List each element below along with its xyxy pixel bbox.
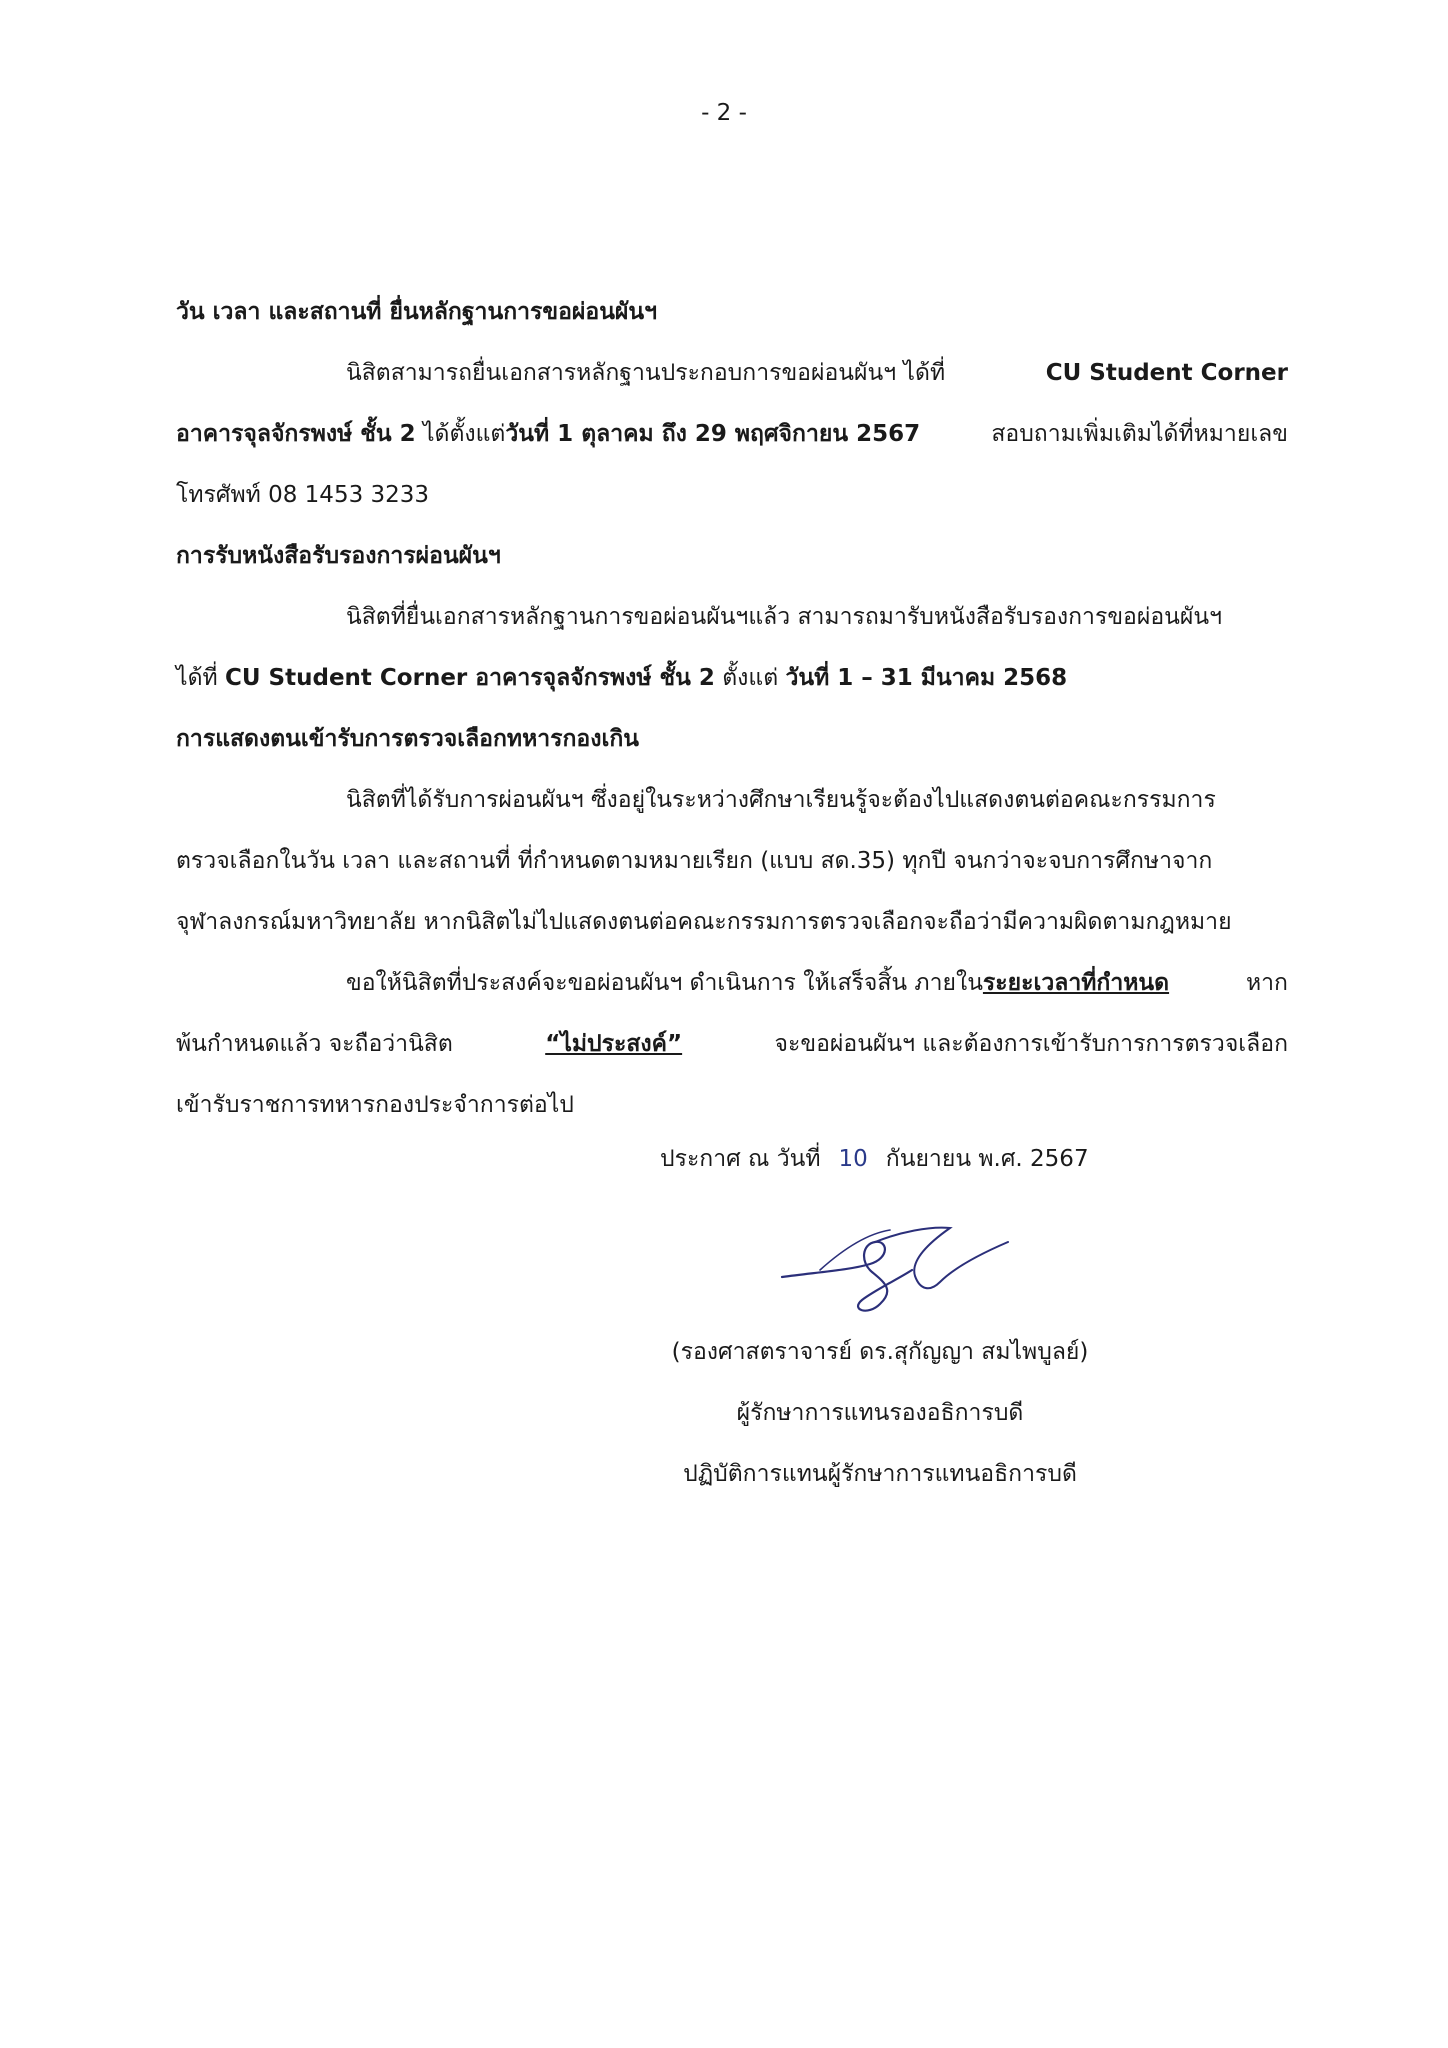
text-run: ตั้งแต่	[722, 665, 779, 691]
location-text: CU Student Corner	[1045, 360, 1288, 386]
location-text: อาคารจุลจักรพงษ์ ชั้น 2	[176, 421, 416, 447]
text-run: ได้ตั้งแต่	[422, 421, 506, 447]
section-heading-conscription: การแสดงตนเข้ารับการตรวจเลือกทหารกองเกิน	[176, 726, 639, 752]
announcement-suffix: กันยายน พ.ศ. 2567	[885, 1146, 1089, 1172]
text-run: พ้นกำหนดแล้ว จะถือว่านิสิต	[176, 1031, 453, 1057]
text-group	[346, 953, 1169, 1014]
paragraph-line: จุฬาลงกรณ์มหาวิทยาลัย หากนิสิตไม่ไปแสดงตนต่อคณะกรรมการตรวจเลือกจะถือว่ามีความผิดตามกฎหมาย	[176, 909, 1232, 935]
text-run: จะขอผ่อนผันฯ และต้องการเข้ารับการการตรวจเลือก	[774, 1031, 1288, 1057]
paragraph-line	[176, 343, 1288, 404]
text-run: หาก	[1245, 970, 1288, 996]
deadline-emphasis: ระยะเวลาที่กำหนด	[982, 970, 1170, 996]
text-run: นิสิตสามารถยื่นเอกสารหลักฐานประกอบการขอผ่อนผันฯ ได้ที่	[346, 360, 946, 386]
signatory-title-1: ผู้รักษาการแทนรองอธิการบดี	[736, 1400, 1024, 1426]
page-number: - 2 -	[701, 100, 747, 126]
signatory-title-2: ปฏิบัติการแทนผู้รักษาการแทนอธิการบดี	[683, 1461, 1077, 1487]
paragraph-line: นิสิตที่ยื่นเอกสารหลักฐานการขอผ่อนผันฯแล้ว สามารถมารับหนังสือรับรองการขอผ่อนผันฯ	[346, 604, 1222, 630]
announcement-date	[660, 1141, 1089, 1177]
signatory-name: (รองศาสตราจารย์ ดร.สุกัญญา สมไพบูลย์)	[671, 1339, 1089, 1365]
paragraph-line: นิสิตที่ได้รับการผ่อนผันฯ ซึ่งอยู่ในระหว่างศึกษาเรียนรู้จะต้องไปแสดงตนต่อคณะกรรมการ	[346, 787, 1216, 813]
announcement-day: 10	[838, 1146, 868, 1172]
signatory-block	[600, 1322, 1160, 1505]
text-run: ขอให้นิสิตที่ประสงค์จะขอผ่อนผันฯ ดำเนินการ ให้เสร็จสิ้น ภายใน	[346, 970, 983, 996]
text-run: สอบถามเพิ่มเติมได้ที่หมายเลข	[991, 421, 1288, 447]
date-range-text: วันที่ 1 – 31 มีนาคม 2568	[785, 665, 1068, 691]
signature-image	[780, 1212, 1010, 1322]
paragraph-line	[176, 404, 1288, 465]
paragraph-line	[176, 1014, 1288, 1075]
phone-line: โทรศัพท์ 08 1453 3233	[176, 482, 430, 508]
section-heading-certificate: การรับหนังสือรับรองการผ่อนผันฯ	[176, 543, 501, 569]
document-body	[176, 282, 1288, 1136]
paragraph-line	[176, 953, 1288, 1014]
section-heading-submission: วัน เวลา และสถานที่ ยื่นหลักฐานการขอผ่อนผันฯ	[176, 299, 658, 325]
paragraph-line: เข้ารับราชการทหารกองประจำการต่อไป	[176, 1092, 574, 1118]
location-text: CU Student Corner อาคารจุลจักรพงษ์ ชั้น 2	[224, 665, 715, 691]
text-run: ได้ที่	[176, 665, 218, 691]
date-range-text: วันที่ 1 ตุลาคม ถึง 29 พฤศจิกายน 2567	[505, 421, 921, 447]
paragraph-line	[176, 648, 1288, 709]
paragraph-line: ตรวจเลือกในวัน เวลา และสถานที่ ที่กำหนดตามหมายเรียก (แบบ สด.35) ทุกปี จนกว่าจะจบการศึกษาจาก	[176, 848, 1213, 874]
announcement-prefix: ประกาศ ณ วันที่	[660, 1146, 821, 1172]
text-group	[176, 404, 920, 465]
not-intend-emphasis: “ไม่ประสงค์”	[545, 1031, 683, 1057]
